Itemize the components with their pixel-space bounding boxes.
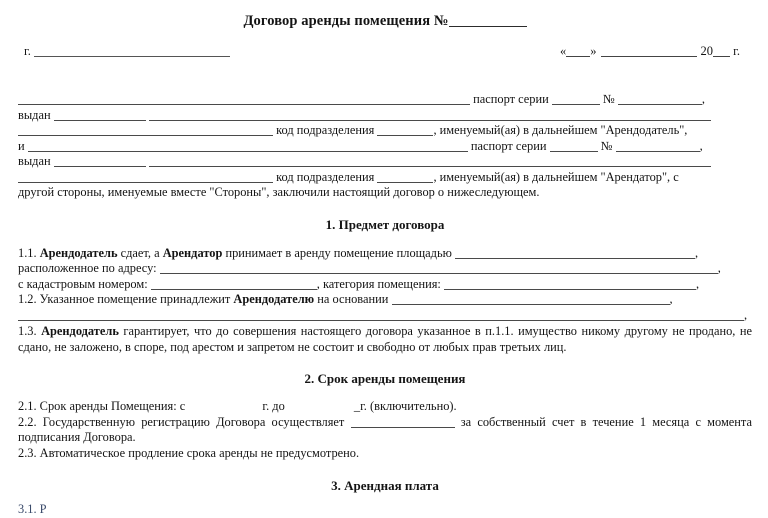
clause-1-1-mid: сдает, а bbox=[117, 245, 163, 260]
clause-1-3-number: 1.3. bbox=[18, 324, 42, 338]
parties-closing-line: другой стороны, именуемые вместе "Стороны", заключили настоящий договор о нижеследующем. bbox=[18, 185, 540, 199]
tenant-division-code-blank[interactable] bbox=[377, 182, 433, 183]
clause-1-1-number: 1.1. bbox=[18, 245, 40, 260]
year-blank[interactable] bbox=[713, 56, 730, 57]
clause-1-2-prefix: 1.2. Указанное помещение принадлежит bbox=[18, 292, 234, 306]
premises-category-blank[interactable] bbox=[444, 289, 696, 290]
landlord-division-code-line bbox=[18, 123, 752, 139]
ownership-basis-blank-cont[interactable] bbox=[18, 320, 744, 321]
clause-2-1-tail: _г. (включительно). bbox=[353, 399, 457, 414]
clause-2-1-prefix: 2.1. Срок аренды Помещения: с bbox=[18, 399, 186, 414]
number-sign: № bbox=[602, 92, 615, 106]
division-code-label-1: код подразделения bbox=[276, 123, 375, 137]
section-1-body bbox=[18, 246, 752, 356]
clause-2-3: 2.3. Автоматическое продление срока аренды не предусмотрено. bbox=[18, 445, 360, 460]
comma-2: , bbox=[699, 138, 703, 153]
clause-1-1-tenant-bold: Арендатор bbox=[162, 245, 223, 260]
comma-5: , bbox=[695, 276, 700, 291]
clause-1-3-landlord-bold: Арендодатель bbox=[41, 324, 119, 338]
section-2-body bbox=[18, 399, 752, 461]
date-field-group bbox=[560, 44, 740, 59]
landlord-issue-date-blank[interactable] bbox=[54, 120, 146, 121]
contract-number-blank[interactable] bbox=[449, 26, 527, 27]
landlord-name-passport-line bbox=[18, 92, 752, 108]
clause-1-1-line-3 bbox=[18, 277, 752, 293]
year-prefix: 20 bbox=[700, 44, 714, 58]
clause-1-2-mid: на основании bbox=[314, 292, 389, 306]
tenant-issue-date-blank[interactable] bbox=[54, 166, 146, 167]
clause-1-1-landlord-bold: Арендодатель bbox=[39, 245, 118, 260]
issued-label-2: выдан bbox=[18, 154, 51, 168]
cadastral-label: с кадастровым номером: bbox=[18, 276, 148, 291]
landlord-division-code-blank[interactable] bbox=[377, 135, 433, 136]
city-field-group bbox=[24, 44, 230, 59]
clause-1-2-line-2 bbox=[18, 308, 752, 324]
city-blank[interactable] bbox=[34, 56, 230, 57]
comma-3: , bbox=[695, 245, 699, 260]
landlord-designation: , именуемый(ая) в дальнейшем "Арендодатель", bbox=[433, 123, 688, 137]
and-label: и bbox=[18, 138, 25, 153]
number-sign-2: № bbox=[600, 138, 613, 153]
tenant-designation: , именуемый(ая) в дальнейшем "Арендатор", с bbox=[433, 169, 679, 184]
clause-2-2-prefix: 2.2. Государственную регистрацию Договора осуществляет bbox=[18, 414, 345, 429]
address-label: расположенное по адресу: bbox=[18, 261, 157, 275]
clause-1-1-tail: принимает в аренду помещение площадью bbox=[222, 245, 452, 260]
quote-close: » bbox=[590, 44, 597, 58]
premises-area-blank[interactable] bbox=[455, 258, 695, 259]
year-suffix: г. bbox=[733, 44, 740, 58]
clause-2-1 bbox=[18, 399, 752, 415]
clause-1-1-line-2 bbox=[18, 261, 752, 277]
cadastral-number-blank[interactable] bbox=[151, 289, 317, 290]
day-blank[interactable] bbox=[566, 56, 590, 57]
clause-2-2 bbox=[18, 415, 752, 446]
tenant-issued-line bbox=[18, 154, 752, 170]
comma-6: , bbox=[669, 292, 673, 306]
landlord-issuer-blank-cont[interactable] bbox=[18, 135, 273, 136]
landlord-passport-number-blank[interactable] bbox=[618, 104, 702, 105]
category-label: , категория помещения: bbox=[316, 276, 441, 291]
premises-address-blank[interactable] bbox=[160, 273, 718, 274]
document-title-text: Договор аренды помещения № bbox=[243, 13, 449, 29]
passport-series-label: паспорт серии bbox=[473, 92, 549, 106]
section-2-heading: 2. Срок аренды помещения bbox=[304, 371, 466, 387]
tenant-passport-number-blank[interactable] bbox=[616, 151, 700, 152]
registration-party-blank[interactable] bbox=[351, 427, 455, 428]
landlord-name-blank[interactable] bbox=[18, 104, 470, 105]
clause-1-3 bbox=[18, 324, 752, 355]
clause-1-1-line-1 bbox=[18, 246, 752, 262]
clause-3-1-partial: 3.1. Р bbox=[18, 502, 47, 517]
landlord-issuer-blank[interactable] bbox=[149, 120, 711, 121]
issued-label-1: выдан bbox=[18, 107, 51, 122]
clause-1-2-landlord-bold: Арендодателю bbox=[233, 292, 315, 306]
tenant-name-blank[interactable] bbox=[28, 151, 468, 152]
quote-open: « bbox=[560, 44, 567, 58]
tenant-name-passport-line bbox=[18, 139, 752, 155]
document-title bbox=[18, 0, 752, 30]
city-date-row bbox=[18, 44, 752, 78]
tenant-division-code-line bbox=[18, 170, 752, 186]
tenant-passport-series-blank[interactable] bbox=[550, 151, 598, 152]
month-blank[interactable] bbox=[601, 56, 697, 57]
city-label: г. bbox=[24, 44, 31, 58]
landlord-issued-line bbox=[18, 108, 752, 124]
division-code-label-2: код подразделения bbox=[276, 169, 375, 184]
clause-2-1-mid: г. до bbox=[262, 399, 285, 414]
clause-2-2-tail: за собственный счет в течение 1 месяца с момента подписания Договора. bbox=[18, 414, 752, 445]
landlord-passport-series-blank[interactable] bbox=[552, 104, 600, 105]
comma-7: , bbox=[744, 307, 748, 322]
tenant-issuer-blank-cont[interactable] bbox=[18, 182, 273, 183]
passport-series-label-2: паспорт серии bbox=[470, 138, 547, 153]
parties-block bbox=[18, 92, 752, 201]
comma-1: , bbox=[701, 92, 705, 106]
lease-agreement-document bbox=[18, 0, 752, 517]
comma-4: , bbox=[717, 261, 721, 275]
section-3-heading: 3. Арендная плата bbox=[331, 478, 439, 494]
section-1-heading: 1. Предмет договора bbox=[325, 216, 445, 232]
clause-1-3-text: гарантирует, что до совершения настоящего договора указанное в п.1.1. имущество никому другому не продано, не сдано, не заложено, в споре, под арестом и запретом не состоит и свободно от любых прав третьих лиц. bbox=[18, 324, 752, 354]
tenant-issuer-blank[interactable] bbox=[149, 166, 711, 167]
ownership-basis-blank[interactable] bbox=[392, 304, 670, 305]
clause-1-2-line-1 bbox=[18, 292, 752, 308]
